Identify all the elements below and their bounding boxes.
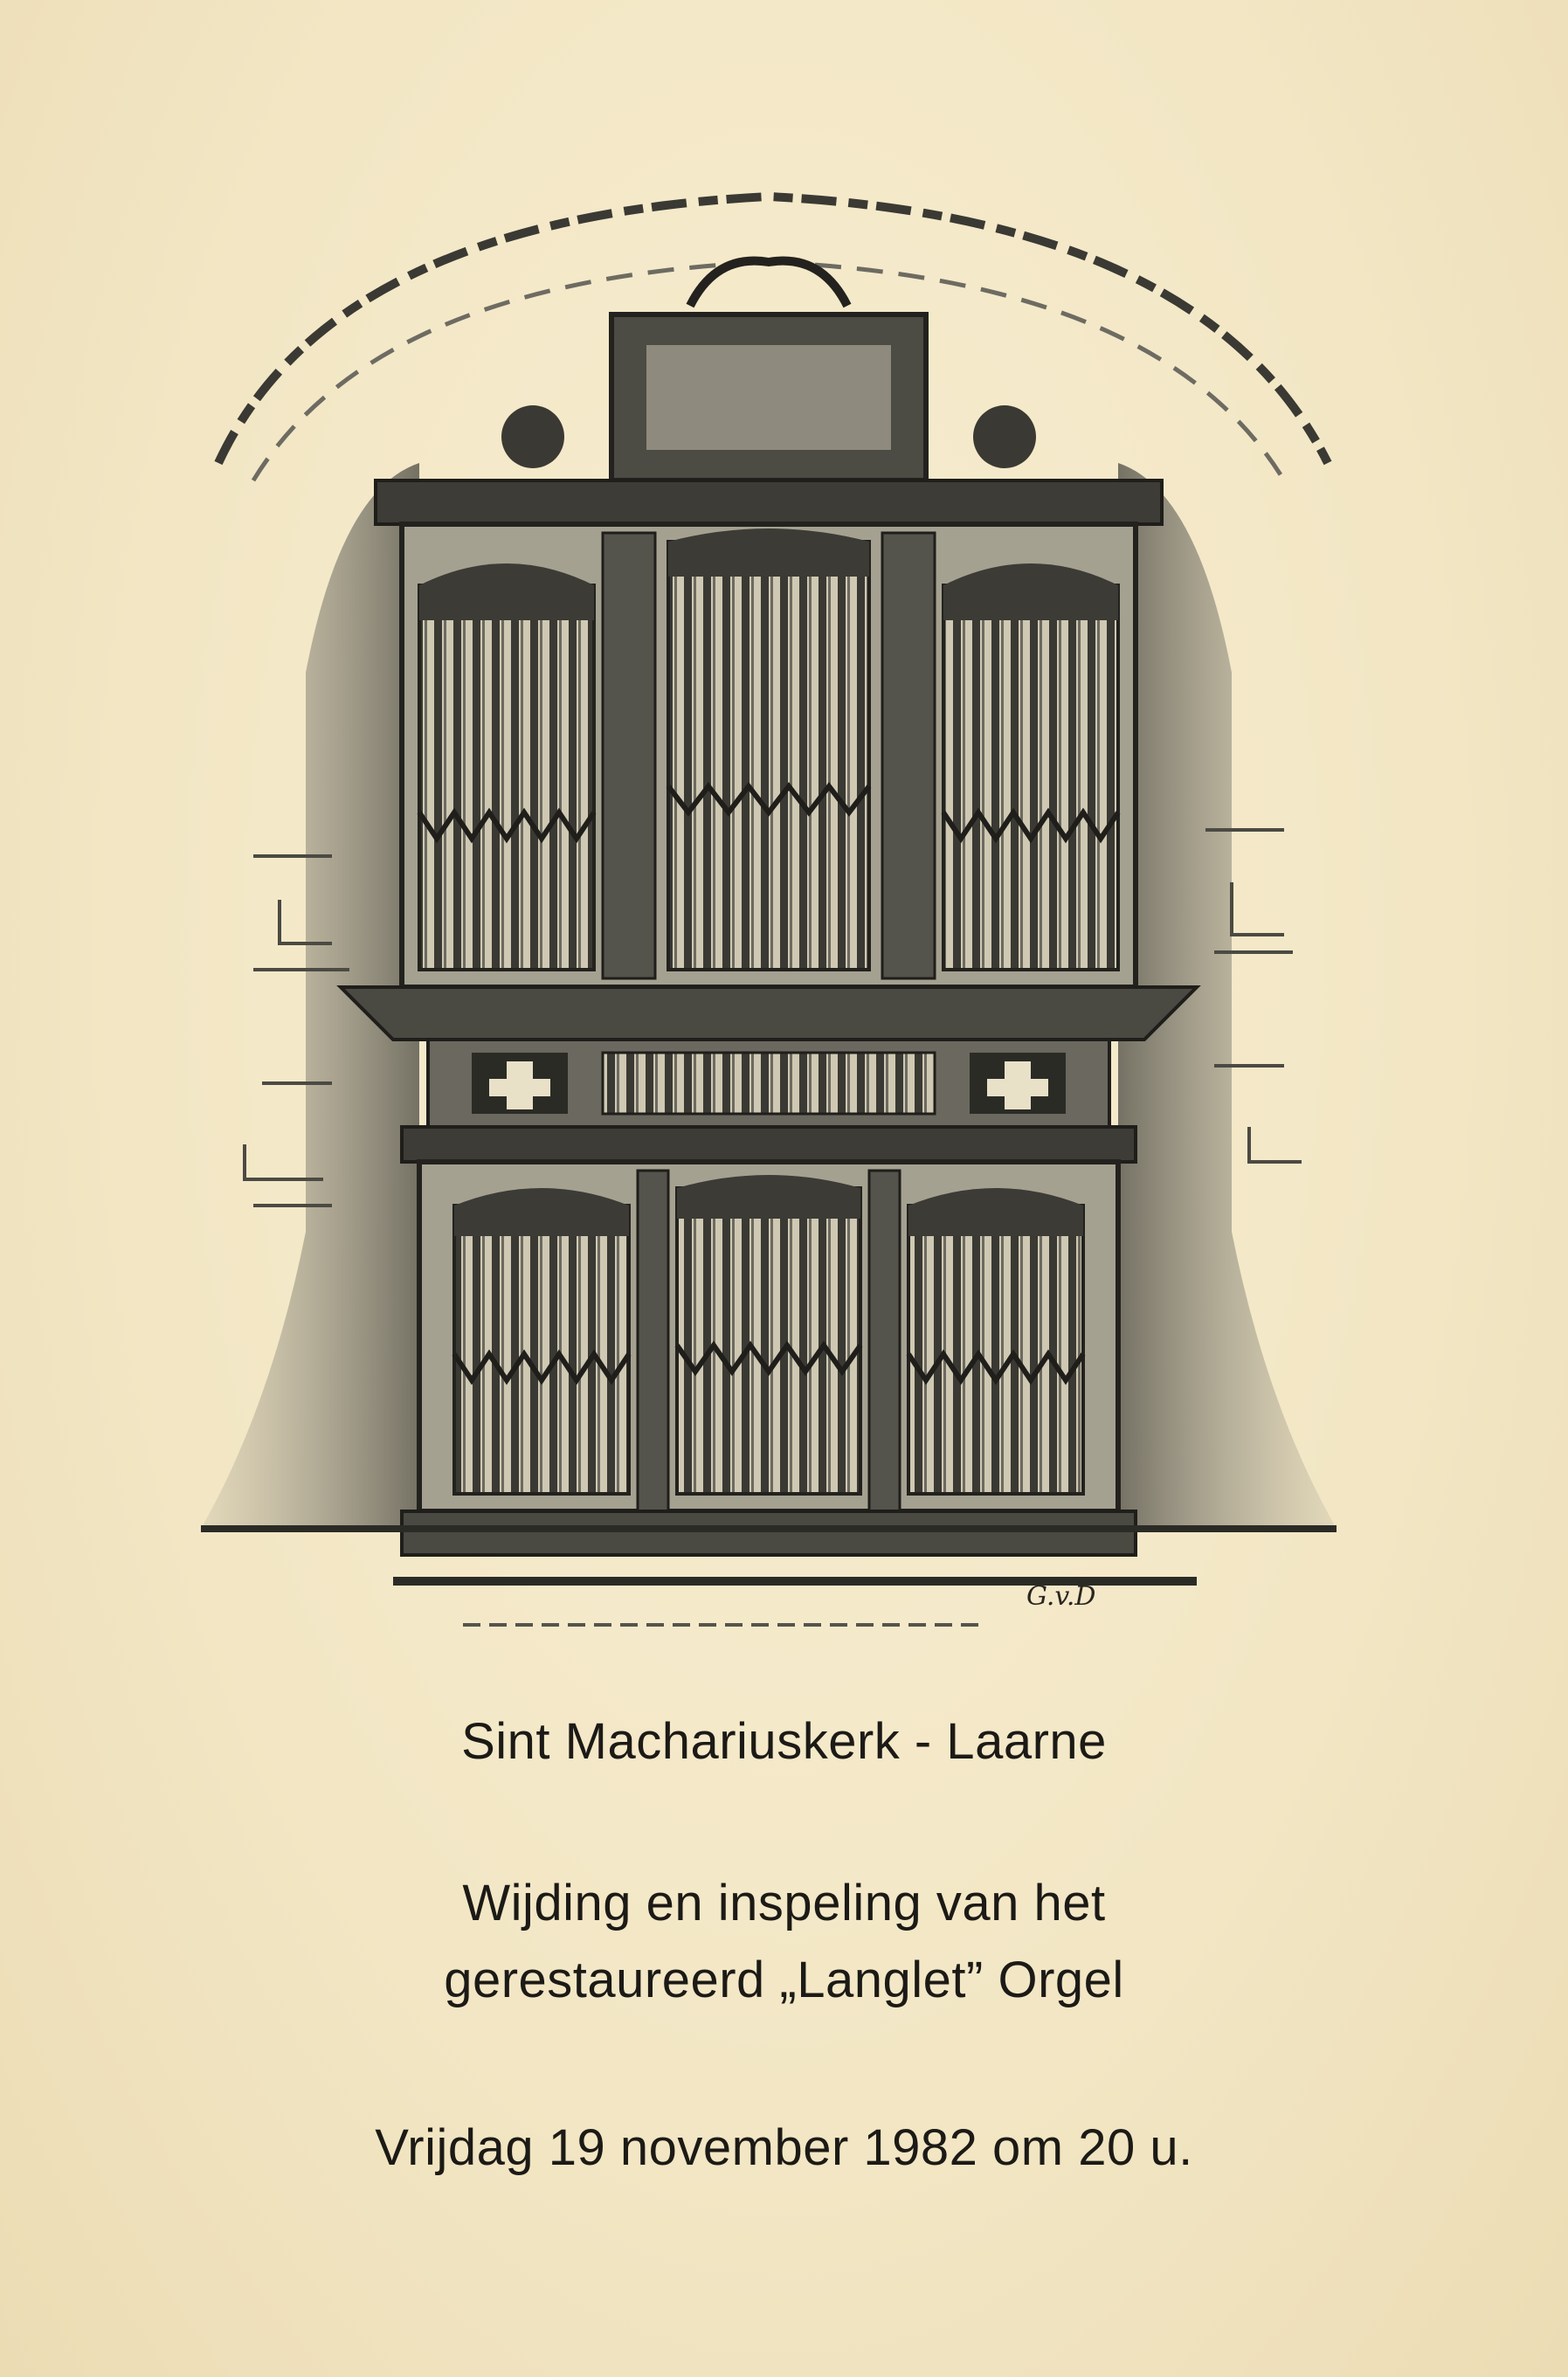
organ-illustration [201,183,1337,1651]
event-title-line-1: Wijding en inspeling van het [462,1875,1106,1931]
artist-signature: G.v.D [1026,1581,1096,1612]
event-title-line-2: gerestaureerd „Langlet” Orgel [444,1952,1124,2008]
event-date: Vrijdag 19 november 1982 om 20 u. [375,2119,1193,2176]
church-location: Sint Machariuskerk - Laarne [461,1713,1107,1770]
event-title [0,1865,1568,2019]
